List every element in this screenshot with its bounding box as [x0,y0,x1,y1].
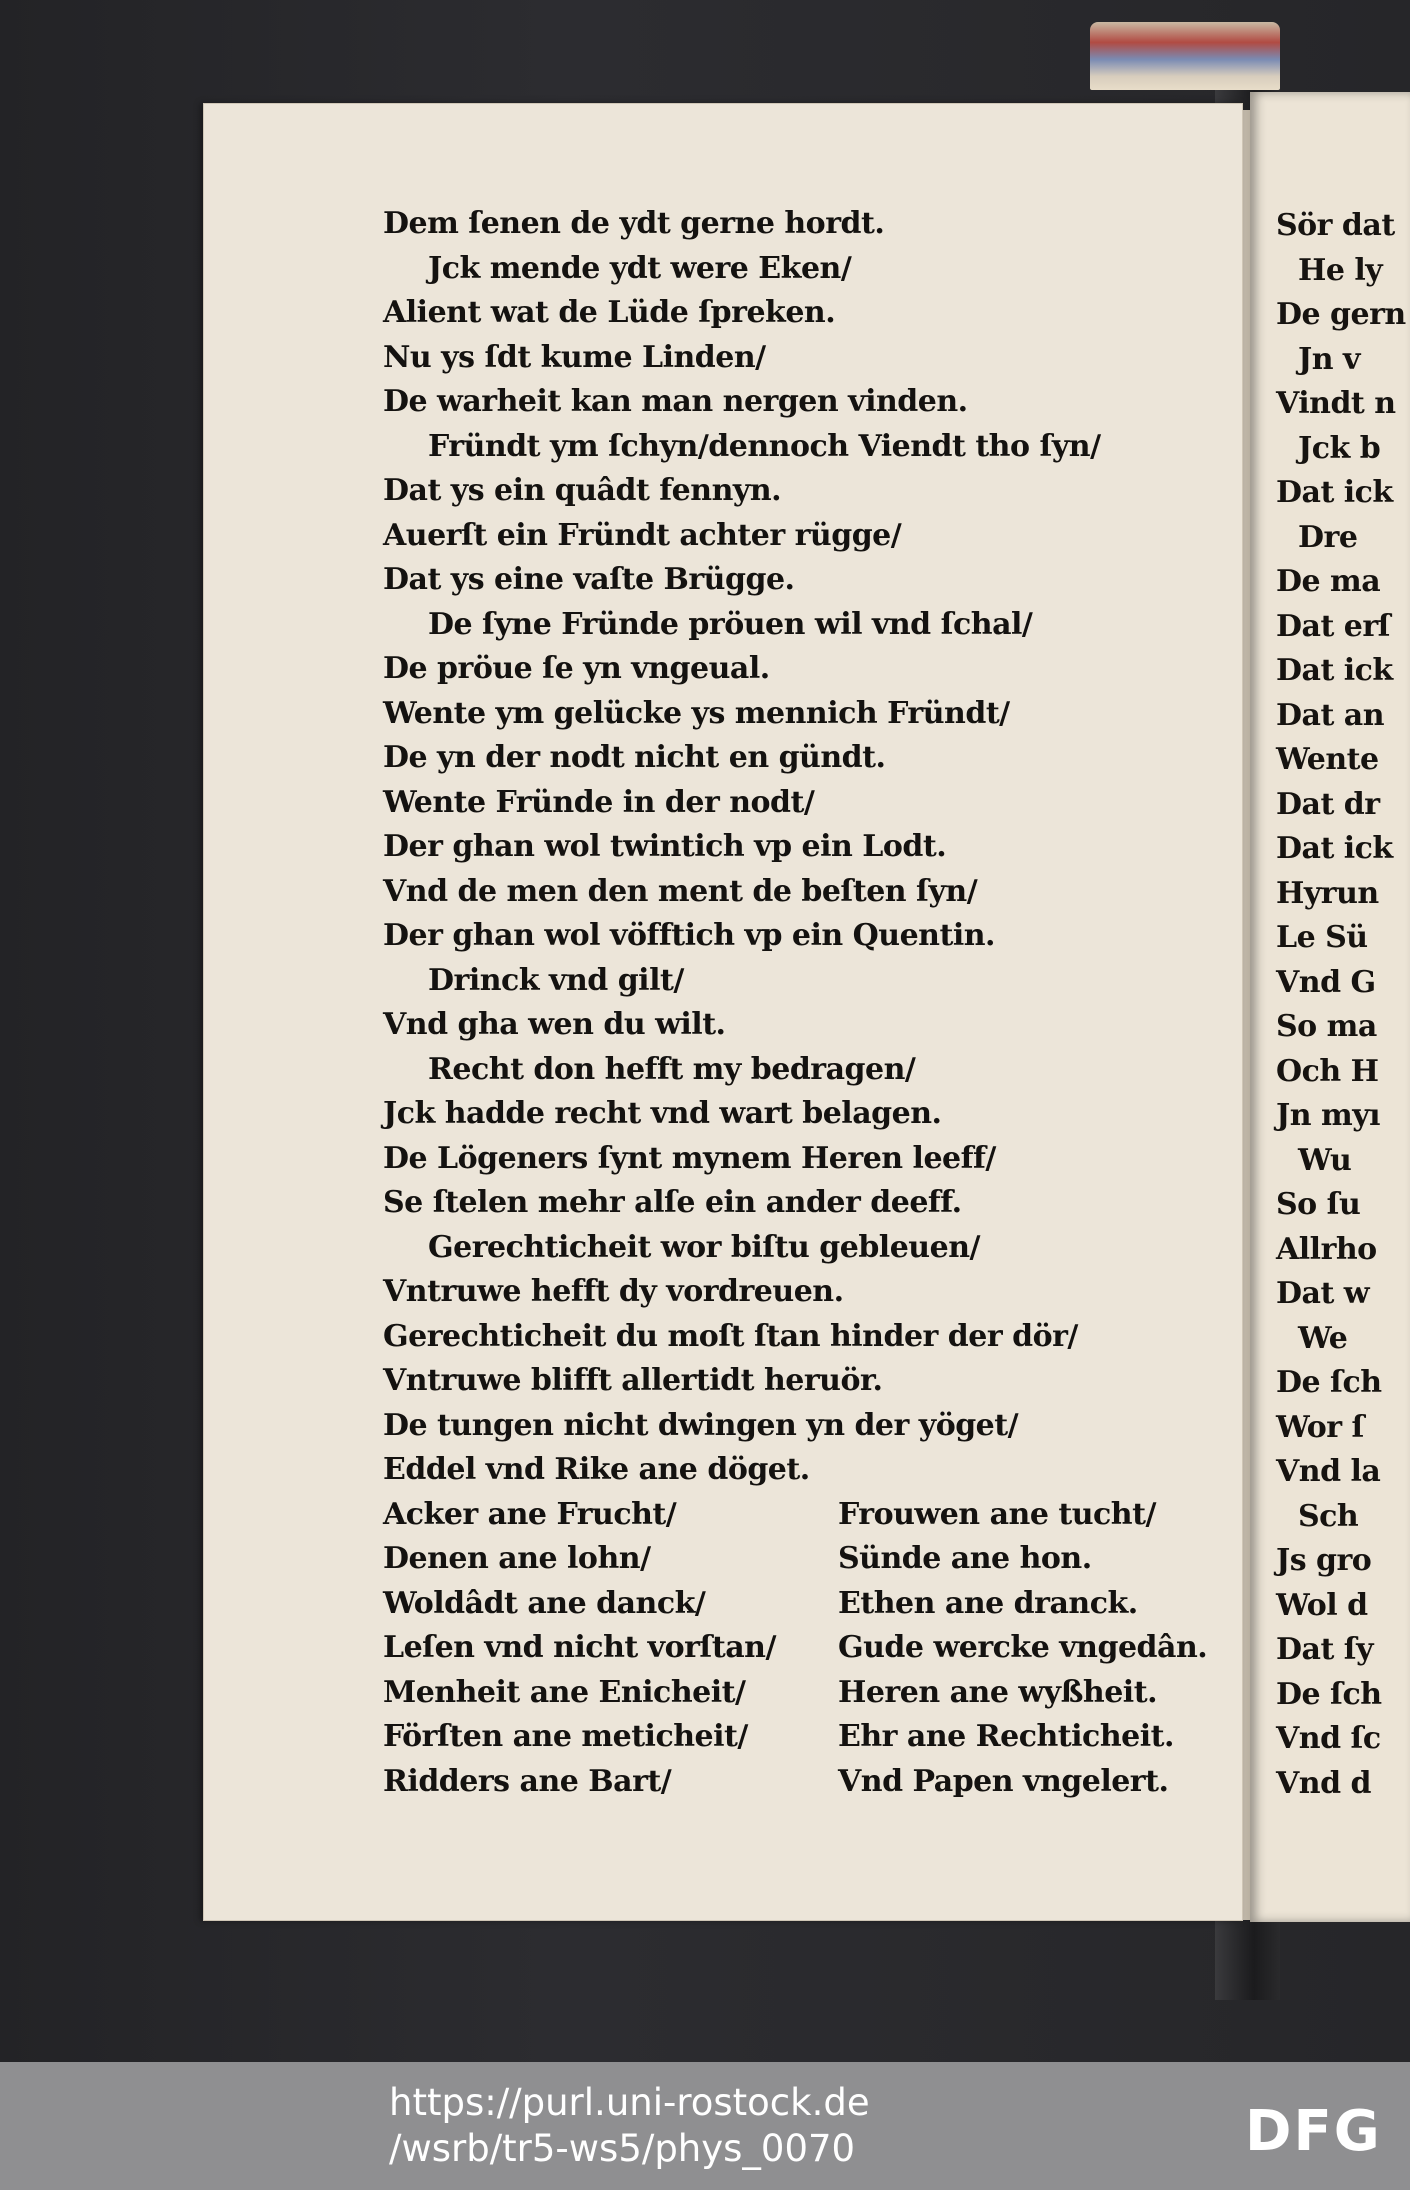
text-line: De ſyne Fründe pröuen wil vnd ſchal/ [428,606,1033,642]
text-line: De tungen nicht dwingen yn der yöget/ [383,1407,1019,1443]
text-line: Der ghan wol vöfftich vp ein Quentin. [383,918,995,953]
text-line-fragment: Dre [1298,519,1358,555]
two-column-line [383,1582,1233,1627]
text-line-fragment: Sch [1298,1498,1359,1534]
text-line-fragment: Vnd ſc [1276,1721,1381,1756]
text-line: Vnd gha wen du wilt. [383,1007,726,1042]
text-line-fragment: Vnd G [1276,964,1376,1000]
text-line-fragment: So ſu [1276,1187,1361,1222]
text-line-fragment: Wol d [1276,1587,1368,1623]
text-line: Vntruwe blifft allertidt heruör. [383,1363,883,1398]
text-line-left-column: Denen ane lohn/ [383,1541,651,1576]
text-line: De warheit kan man nergen vinden. [383,384,968,419]
two-column-line [383,1626,1233,1671]
text-line-fragment: Hyrun [1276,875,1379,911]
text-line: De Lögeners ſynt mynem Heren leeff/ [383,1140,996,1176]
text-line-fragment: Allrho [1276,1231,1377,1267]
text-line: Dem ſenen de ydt gerne hordt. [383,206,885,241]
text-line-fragment: Dat an [1276,697,1385,733]
text-line: Dat ys eine vaſte Brügge. [383,562,795,597]
text-line-left-column: Ridders ane Bart/ [383,1763,672,1799]
text-line-right-column: Vnd Papen vngelert. [838,1763,1169,1799]
dfg-logo: DFG [1245,2099,1382,2164]
text-line: Jck mende ydt were Eken/ [428,250,852,286]
text-line-fragment: Och H [1276,1053,1379,1089]
text-line: Nu ys ſdt kume Linden/ [383,339,766,375]
two-column-line [383,1715,1233,1760]
text-line: Wente Fründe in der nodt/ [383,784,815,820]
text-line-fragment: Wu [1298,1142,1352,1178]
text-line: Wente ym gelücke ys mennich Fründt/ [383,695,1010,731]
text-line-fragment: So ma [1276,1009,1377,1044]
text-line-fragment: Vindt n [1276,386,1396,421]
text-line: Drinck vnd gilt/ [428,962,684,998]
right-page [1250,92,1410,1922]
text-line-fragment: Vnd d [1276,1765,1371,1801]
text-line-fragment: Jn myı [1276,1098,1381,1133]
text-line: Vntruwe hefft dy vordreuen. [383,1274,844,1309]
text-line: Dat ys ein quâdt fennyn. [383,473,782,508]
text-line-left-column: Woldâdt ane danck/ [383,1585,706,1621]
text-line-fragment: Jn v [1298,341,1360,377]
text-line-fragment: Dat ick [1276,475,1393,510]
two-column-line [383,1493,1233,1538]
text-line: Se ſtelen mehr alſe ein ander deeff. [383,1185,962,1220]
text-line-fragment: Dat dr [1276,786,1380,822]
two-column-line [383,1537,1233,1582]
text-line-fragment: De gern [1276,297,1406,332]
text-line-fragment: De ma [1276,564,1381,599]
left-page-text [383,202,1233,1804]
text-line: Alient wat de Lüde ſpreken. [383,295,836,330]
text-line-fragment: De ſch [1276,1365,1382,1400]
text-line: Gerechticheit du moſt ſtan hinder der dör/ [383,1318,1078,1354]
text-line: Auerſt ein Fründt achter rügge/ [383,517,902,553]
text-line-left-column: Förſten ane meticheit/ [383,1719,748,1754]
two-column-line [383,1671,1233,1716]
text-line-fragment: Dat ſy [1276,1632,1374,1667]
text-line: Recht don hefft my bedragen/ [428,1051,916,1087]
two-column-line [383,1760,1233,1805]
text-line-fragment: Vnd la [1276,1454,1381,1489]
text-line-fragment: Wente [1276,742,1379,777]
text-line-left-column: Leſen vnd nicht vorſtan/ [383,1630,776,1665]
text-line-fragment: Dat ick [1276,653,1393,688]
source-url-line-2[interactable]: /wsrb/tr5-ws5/phys_0070 [389,2127,856,2170]
text-line: Gerechticheit wor biſtu gebleuen/ [428,1229,980,1265]
text-line: De yn der nodt nicht en gündt. [383,740,886,775]
text-line-right-column: Heren ane wyßheit. [838,1674,1158,1710]
text-line-fragment: Dat w [1276,1276,1370,1311]
text-line: Vnd de men den ment de beſten ſyn/ [383,873,978,909]
text-line: Fründt ym ſchyn/dennoch Viendt tho ſyn/ [428,428,1101,464]
text-line: Jck hadde recht vnd wart belagen. [383,1096,942,1131]
text-line-fragment: Dat erſ [1276,608,1391,644]
text-line-right-column: Ethen ane dranck. [838,1585,1138,1621]
book-headband [1090,22,1280,90]
source-url-line-1[interactable]: https://purl.uni-rostock.de [389,2081,870,2124]
text-line-fragment: Dat ick [1276,831,1393,866]
text-line-right-column: Gude wercke vngedân. [838,1630,1208,1665]
text-line: De pröue ſe yn vngeual. [383,651,770,686]
text-line-fragment: Le Sü [1276,920,1368,955]
text-line: Eddel vnd Rike ane döget. [383,1452,810,1487]
text-line-fragment: Sör dat [1276,208,1395,243]
text-line-left-column: Menheit ane Enicheit/ [383,1674,746,1710]
text-line: Der ghan wol twintich vp ein Lodt. [383,829,947,864]
right-page-text [1276,204,1406,1806]
text-line-fragment: Jck b [1298,430,1381,466]
text-line-fragment: He ly [1298,252,1383,288]
text-line-left-column: Acker ane Frucht/ [383,1496,677,1532]
text-line-fragment: De ſch [1276,1676,1382,1712]
text-line-right-column: Ehr ane Rechticheit. [838,1719,1174,1754]
text-line-fragment: Js gro [1276,1543,1372,1578]
text-line-fragment: We [1298,1320,1348,1356]
text-line-right-column: Frouwen ane tucht/ [838,1496,1156,1532]
text-line-fragment: Wor ſ [1276,1409,1364,1445]
text-line-right-column: Sünde ane hon. [838,1541,1092,1576]
